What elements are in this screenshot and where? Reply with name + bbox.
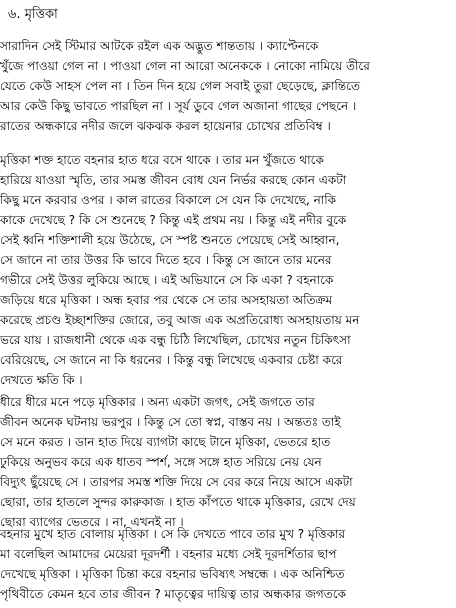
text-line: পৃথিবীতে কেমন হবে তার জীবন ? মাতৃত্বের দায়িত্ব তার অন্ধকার জগতকে xyxy=(0,587,346,601)
text-line: জীবন অনেক ঘটনায় ভরপুর । কিন্তু সে তো স্বপ্ন, বাস্তব নয় । অন্ততঃ তাই xyxy=(0,415,341,429)
text-line: খুঁজে পাওয়া গেল না । পাওয়া গেল না আরো অনেককে । নোকো নামিয়ে তীরে xyxy=(0,59,370,73)
text-line: সেই ধ্বনি শক্তিশালী হয়ে উঠেছে, সে স্পষ্ট শুনতে পেয়েছে সেই আহ্বান, xyxy=(0,233,340,247)
text-line: সে জানে না তার উত্তর কি ভাবে দিতে হবে । কিন্তু সে জানে তার মনের xyxy=(0,253,332,267)
text-line: দেখেছে মৃত্তিকা । মৃত্তিকা চিন্তা করে বহনার ভবিষ্যৎ সম্বন্ধে । এক অনিশ্চিত xyxy=(0,567,345,581)
text-line: যেতে কেউ সাহস পেল না । তিন দিন হয়ে গেল সবাই তুরা ছেড়েছে, ক্লান্তিতে xyxy=(0,79,360,93)
text-line: ঢুকিয়ে অনুভব করে এক ধাতব স্পর্শ, সঙ্গে সঙ্গে হাত সরিয়ে নেয় যেন xyxy=(0,455,322,469)
text-line: গভীরে সেই উত্তর লুকিয়ে আছে । এই অভিযানে সে কি একা ? বহনাকে xyxy=(0,273,334,287)
text-line: বহনার মুখে হাত বোলায় মৃত্তিকা । সে কি দেখতে পাবে তার মুখ ? মৃত্তিকার xyxy=(0,527,346,541)
text-line: ভরে যায় । রাজধানী থেকে এক বন্ধু চিঠি লিখেছিল, চোখের নতুন চিকিৎসা xyxy=(0,333,351,347)
text-line: ছোরা ব্যাগের ভেতরে । না, এখনই না । xyxy=(0,515,184,529)
text-line: ধীরে ধীরে মনে পড়ে মৃত্তিকার । অন্য একটা জগৎ, সেই জগতে তার xyxy=(0,395,315,409)
text-line: বিদ্যুৎ ছুঁয়েছে সে । তারপর সমস্ত শক্তি দিয়ে সে বের করে নিয়ে আসে একটা xyxy=(0,475,353,489)
text-line: সে মনে করত । ডান হাত দিয়ে ব্যাগটা কাছে টানে মৃত্তিকা, ভেতরে হাত xyxy=(0,435,331,449)
paragraph-3 xyxy=(0,392,456,532)
text-line: রাতের অন্ধকারে নদীর জলে ঝকঝক করল হায়েনার চোখের প্রতিবিম্ব । xyxy=(0,119,331,133)
text-line: মৃত্তিকা শক্ত হাতে বহনার হাত ধরে বসে থাকে । তার মন খুঁজতে থাকে xyxy=(0,153,324,167)
text-line: করেছে প্রচণ্ড ইচ্ছাশক্তির জোরে, তবু আজ এক অপ্রতিরোধ্য অসহায়তায় মন xyxy=(0,313,360,327)
paragraph-4 xyxy=(0,524,456,604)
text-line: মা বলেছিল আমাদের মেয়েরা দূরদর্শী । বহনার মধ্যে সেই দূরদর্শিতার ছাপ xyxy=(0,547,337,561)
text-line: সারাদিন সেই স্টিমার আটকে রইল এক অদ্ভুত শান্ততায় । ক্যাপ্টেনকে xyxy=(0,39,319,53)
text-line: ছোরা, তার হাতলে সুন্দর কারুকাজ । হাত কাঁপতে থাকে মৃত্তিকার, রেখে দেয় xyxy=(0,495,356,509)
text-line: হারিয়ে যাওয়া স্মৃতি, তার সমস্ত জীবন বোধ যেন নির্ভর করছে কোন একটা xyxy=(0,173,347,187)
text-line: দেখতে ক্ষতি কি । xyxy=(0,373,83,387)
chapter-heading: ৬. মৃত্তিকা xyxy=(8,7,58,22)
text-line: বেরিয়েছে, সে জানে না কি ধরনের । কিন্তু বন্ধু লিখেছে একবার চেষ্টা করে xyxy=(0,353,343,367)
text-line: আর কেউ কিছু ভাবতে পারছিল না । সূর্য ডুবে গেল অজানা গাছের পেছনে । xyxy=(0,99,357,113)
paragraph-2 xyxy=(0,150,456,390)
text-line: জড়িয়ে ধরে মৃত্তিকা । অন্ধ হবার পর থেকে সে তার অসহায়তা অতিক্রম xyxy=(0,293,333,307)
text-line: কাকে দেখেছে ? কি সে শুনেছে ? কিন্তু এই প্রথম নয় । কিন্তু এই নদীর বুকে xyxy=(0,213,347,227)
paragraph-1 xyxy=(0,36,456,136)
text-line: কিছু মনে করবার ওপর । কাল রাতের বিকালে সে যেন কি দেখেছে, নাকি xyxy=(0,193,337,207)
